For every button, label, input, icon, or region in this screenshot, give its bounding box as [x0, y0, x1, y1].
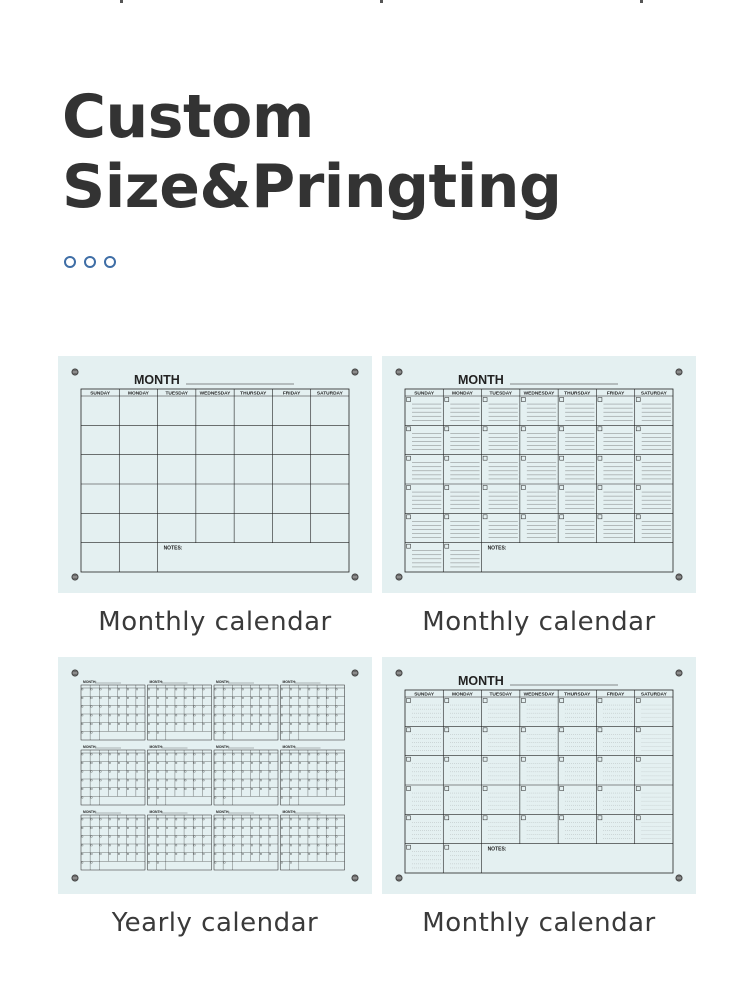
month-label: MONTH:: [83, 745, 97, 749]
day-label: SATURDAY: [640, 692, 667, 698]
product-caption: Monthly calendar: [98, 607, 332, 637]
day-label: THURSDAY: [240, 391, 267, 397]
product-card-yearly[interactable]: [58, 657, 372, 938]
dot-icon: [64, 256, 76, 268]
calendar-board-image: [382, 356, 696, 593]
month-label: MONTH:: [83, 680, 97, 684]
glass-board: [58, 657, 372, 894]
product-caption: Yearly calendar: [111, 908, 319, 938]
day-label: MONDAY: [127, 391, 149, 397]
month-label: MONTH:: [149, 745, 164, 749]
day-label: SATURDAY: [640, 391, 667, 397]
day-label: WEDNESDAY: [523, 391, 555, 397]
product-card-monthly-lined[interactable]: [382, 356, 696, 637]
day-label: TUESDAY: [489, 692, 512, 698]
calendar-board-image: [58, 356, 372, 593]
dot-icon: [84, 256, 96, 268]
month-label: MONTH: [458, 674, 504, 688]
notes-label: NOTES:: [163, 545, 183, 552]
month-label: MONTH:: [83, 810, 97, 814]
day-label: FRIDAY: [606, 692, 625, 698]
day-label: SUNDAY: [414, 391, 435, 397]
decorative-dots: [64, 256, 116, 268]
month-label: MONTH: [134, 373, 180, 387]
day-label: MONDAY: [451, 692, 473, 698]
day-label: WEDNESDAY: [523, 692, 555, 698]
notes-label: NOTES:: [487, 846, 507, 853]
day-label: WEDNESDAY: [199, 391, 231, 397]
dot-icon: [104, 256, 116, 268]
day-label: SATURDAY: [316, 391, 343, 397]
title-line-2: Size&Pringting: [62, 152, 562, 222]
day-label: SUNDAY: [90, 391, 111, 397]
notes-label: NOTES:: [487, 545, 507, 552]
day-label: TUESDAY: [165, 391, 188, 397]
day-label: SUNDAY: [414, 692, 435, 698]
day-label: TUESDAY: [489, 391, 512, 397]
calendar-board-image: [58, 657, 372, 894]
month-label: MONTH:: [282, 680, 297, 684]
page-title: [62, 82, 561, 222]
day-label: FRIDAY: [606, 391, 625, 397]
product-caption: Monthly calendar: [422, 607, 656, 637]
month-label: MONTH: [458, 373, 504, 387]
month-label: MONTH:: [216, 745, 230, 749]
month-label: MONTH:: [282, 810, 297, 814]
title-line-1: Custom: [62, 82, 314, 152]
month-label: MONTH:: [216, 810, 230, 814]
day-label: THURSDAY: [564, 692, 591, 698]
day-label: FRIDAY: [282, 391, 301, 397]
month-label: MONTH:: [149, 810, 164, 814]
month-label: MONTH:: [282, 745, 297, 749]
top-cropped-strip: [0, 0, 750, 6]
calendar-board-image: [382, 657, 696, 894]
product-card-monthly-dotted[interactable]: [382, 657, 696, 938]
month-label: MONTH:: [149, 680, 164, 684]
day-label: MONDAY: [451, 391, 473, 397]
month-label: MONTH:: [216, 680, 230, 684]
product-card-monthly-plain[interactable]: [58, 356, 372, 637]
product-caption: Monthly calendar: [422, 908, 656, 938]
day-label: THURSDAY: [564, 391, 591, 397]
